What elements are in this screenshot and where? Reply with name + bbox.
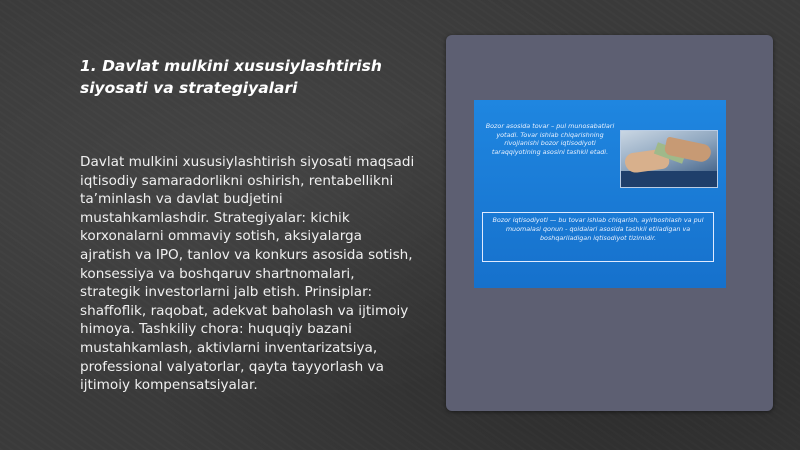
slide-body-text: Davlat mulkini xususiylashtirish siyosati maqsadi iqtisodiy samaradorlikni oshirish, rentabellikni ta’minlash va davlat budjetini mustahkamlashdir. Strategiyalar: kichik korxonalarni ommaviy sotish, aksiyalarga ajratish va IPO, tanlov va konkurs asosida sotish, konsessiya va boshqaruv shartnomalari, strategik investorlarni jalb etish. Prinsiplar: shaffoflik, raqobat, adekvat baholash va ijtimoiy himoya. Tashkiliy chora: huquqiy bazani mustahkamlash, aktivlarni inventarizatsiya, professional valyatorlar, qayta tayyorlash va ijtimoiy kompensatsiyalar. xyxy=(80,154,415,394)
illustration-definition-box xyxy=(482,212,714,262)
illustration-definition-text: Bozor iqtisodiyoti — bu tovar ishlab chiqarish, ayirboshlash va pul muomalasi qonun - qoidalari asosida tashkil etiladigan va boshqariladigan iqtisodiyot tizimidir. xyxy=(492,216,704,242)
handshake-photo xyxy=(620,130,718,188)
illustration-caption-top: Bozor asosida tovar – pul munosabatlari yotadi. Tovar ishlab chiqarishning rivojlanishi bozor iqtisodiyoti taraqqiyotining asosini tashkil etadi. xyxy=(485,122,615,156)
slide-title: 1. Davlat mulkini xususiylashtirish siyosati va strategiyalari xyxy=(80,57,382,97)
photo-base xyxy=(621,171,717,187)
illustration-image xyxy=(474,100,726,288)
